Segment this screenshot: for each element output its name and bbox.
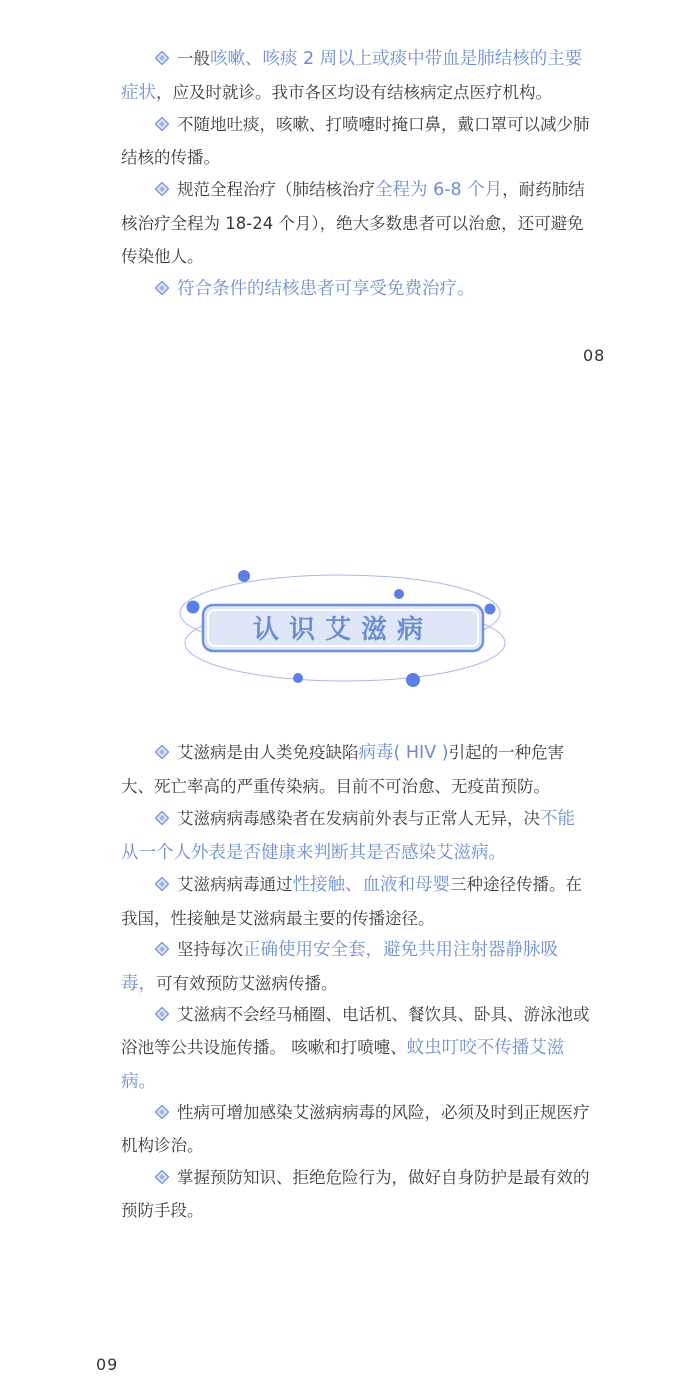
- highlighted-text: 符合条件的结核患者可享受免费治疗。: [177, 279, 475, 299]
- diamond-bullet-icon: [155, 942, 169, 956]
- paragraph-bottom-2: [121, 802, 591, 870]
- highlighted-text: 性接触、血液和母婴: [292, 875, 450, 895]
- paragraph-bottom-7: [121, 1161, 591, 1227]
- body-text: 艾滋病病毒通过: [177, 875, 293, 894]
- body-text: 三种途径传播。在我国，性接触是艾滋病最主要的传播途径。: [121, 875, 582, 928]
- diamond-bullet-icon: [155, 1007, 169, 1021]
- body-text: 可有效预防艾滋病传播。: [156, 974, 338, 993]
- page-number-08: 08: [583, 346, 606, 365]
- paragraph-bottom-6: [121, 1096, 591, 1162]
- diamond-bullet-icon: [155, 877, 169, 891]
- highlighted-text: 蚊虫叮咬不传播艾滋病。: [121, 1038, 565, 1092]
- page-number-09: 09: [96, 1355, 119, 1374]
- section-title: 认识艾滋病: [252, 614, 433, 645]
- body-text: 艾滋病不会经马桶圈、电话机、餐饮具、卧具、游泳池或浴池等公共设施传播。 咳嗽和打喷嚏、: [121, 1005, 590, 1057]
- diamond-bullet-icon: [155, 1105, 169, 1119]
- highlighted-text: 全程为 6-8 个月: [375, 180, 503, 200]
- body-text: 规范全程治疗（肺结核治疗: [177, 180, 375, 199]
- body-text: 一般: [177, 49, 210, 68]
- body-text: 不随地吐痰，咳嗽、打喷嚏时掩口鼻，戴口罩可以减少肺结核的传播。: [121, 115, 590, 167]
- body-text: 艾滋病是由人类免疫缺陷: [177, 743, 359, 762]
- highlighted-text: 咳嗽、咳痰 2 周以上或痰中带血是肺结核的主要症状: [121, 49, 583, 103]
- paragraph-bottom-1: [121, 736, 591, 803]
- highlighted-text: 病毒( HIV ): [358, 743, 449, 763]
- highlighted-text: 正确使用安全套，避免共用注射器静脉吸毒，: [121, 940, 558, 994]
- paragraph-bottom-5: [121, 998, 591, 1099]
- diamond-bullet-icon: [155, 811, 169, 825]
- diamond-bullet-icon: [155, 745, 169, 759]
- body-text: ，应及时就诊。我市各区均设有结核病定点医疗机构。: [156, 83, 552, 102]
- paragraph-bottom-4: [121, 933, 591, 1001]
- body-text: 艾滋病病毒感染者在发病前外表与正常人无异，决: [177, 809, 540, 828]
- highlighted-text: 不能从一个人外表是否健康来判断其是否感染艾滋病。: [121, 809, 575, 863]
- body-text: 坚持每次: [177, 940, 243, 959]
- body-text: 掌握预防知识、拒绝危险行为，做好自身防护是最有效的预防手段。: [121, 1168, 590, 1220]
- paragraph-bottom-3: [121, 868, 591, 935]
- body-text: 性病可增加感染艾滋病病毒的风险，必须及时到正规医疗机构诊治。: [121, 1103, 590, 1155]
- body-text: ，耐药肺结核治疗全程为 18-24 个月），绝大多数患者可以治愈，还可避免传染他人。: [121, 180, 585, 266]
- body-text: 引起的一种危害大、死亡率高的严重传染病。目前不可治愈、无疫苗预防。: [121, 743, 565, 796]
- diamond-bullet-icon: [155, 1170, 169, 1184]
